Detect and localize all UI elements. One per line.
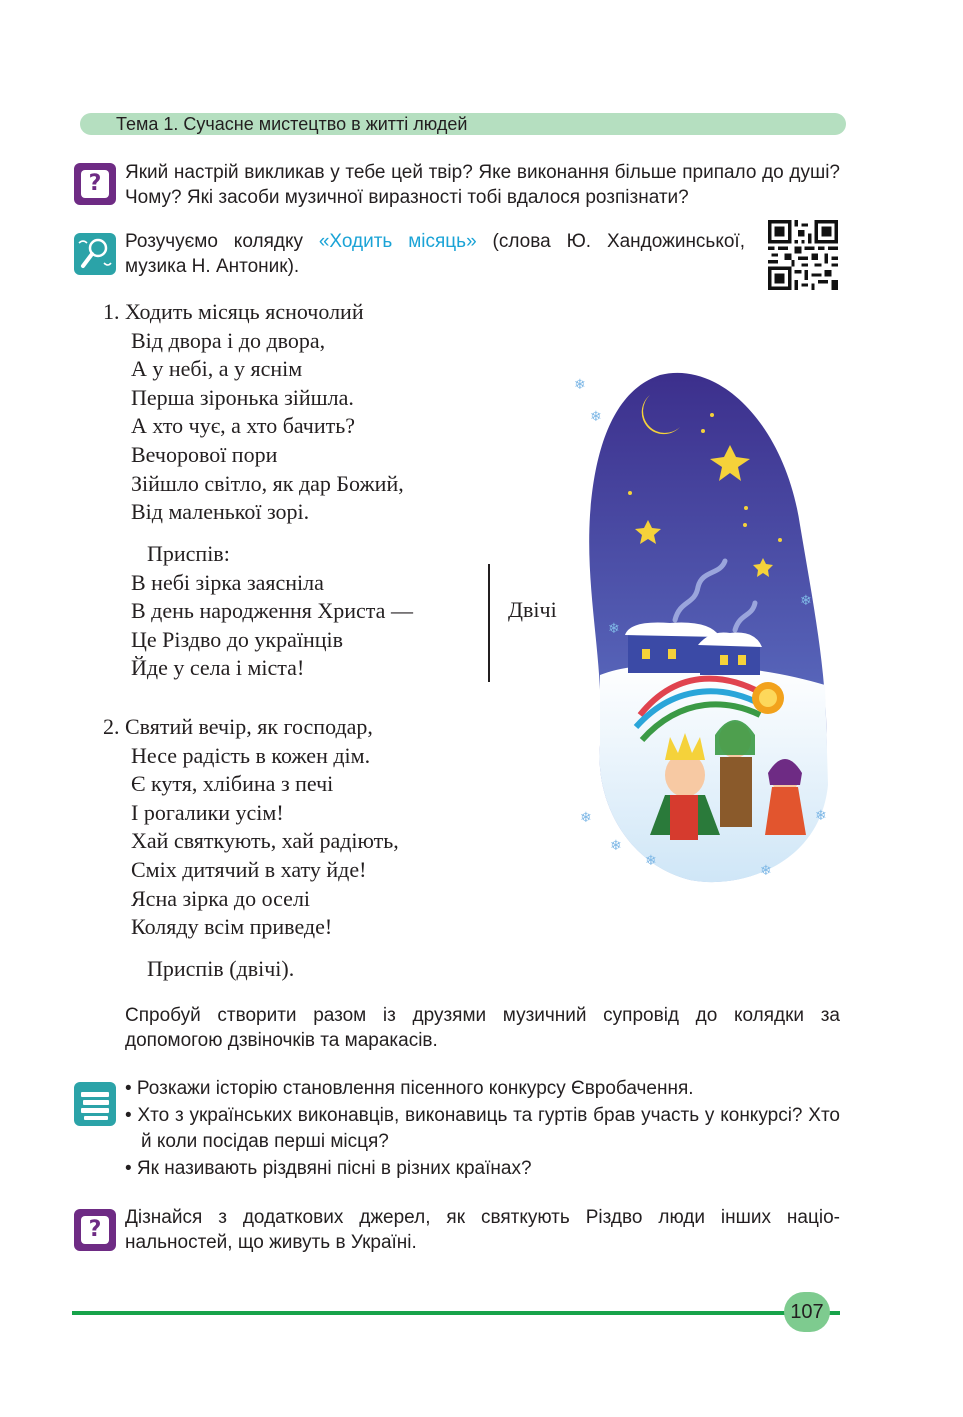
learn-prefix: Розучуємо колядку [125, 231, 319, 252]
poem-verse-1 [103, 298, 404, 527]
microphone-icon [74, 233, 116, 275]
poem-line: Коляду всім приведе! [131, 914, 333, 940]
task-text: Спробуй створити разом із друзями музичний супровід до колядки за допомогою дзвіночків та маракасів. [125, 1005, 840, 1051]
poem-line: Сміх дитячий в хату йде! [131, 856, 367, 882]
poem-line: Від маленької зорі. [131, 499, 310, 525]
poem-line: Вечорової пори [131, 441, 278, 467]
question-mark-icon: ? [74, 163, 116, 205]
question-text: Дізнайся з додаткових джерел, як святкують Різдво люди інших національностей, що живуть в Україні. [125, 1207, 840, 1253]
chorus-twice: Приспів (двічі). [147, 956, 295, 981]
topic-header-bar [80, 113, 846, 135]
svg-text:❄: ❄ [760, 863, 772, 879]
footer-line [72, 1311, 840, 1315]
books-icon [74, 1082, 116, 1126]
poem-line: В день народження Христа — [131, 598, 413, 624]
poem-line: 2. Святий вечір, як господар, [103, 714, 373, 739]
qr-code-icon[interactable] [768, 220, 838, 290]
poem-line: Від двора і до двора, [131, 327, 326, 353]
svg-text:❄: ❄ [610, 838, 622, 854]
poem-line: Це Різдво до українців [131, 626, 344, 652]
topic-title: Тема 1. Сучасне мистецтво в житті людей [116, 114, 468, 134]
svg-text:❄: ❄ [574, 377, 586, 393]
poem-line: Несе радість в кожен дім. [131, 742, 371, 768]
poem-line: Йде у села і міста! [131, 655, 305, 681]
list-item: • Як називають різдвяні пісні в різних країнах? [125, 1157, 532, 1179]
svg-text:❄: ❄ [590, 409, 602, 425]
svg-text:❄: ❄ [645, 853, 657, 869]
song-link[interactable]: «Ходить місяць» [318, 231, 477, 252]
twice-label: Двічі [508, 597, 557, 622]
question-mark-icon: ? [74, 1209, 116, 1251]
svg-text:❄: ❄ [608, 621, 620, 637]
poem-chorus [131, 540, 413, 683]
poem-verse-2 [103, 713, 399, 942]
poem-line: Зійшло світло, як дар Божий, [131, 470, 404, 496]
discussion-list [125, 1076, 840, 1182]
poem-line: В небі зірка заясніла [131, 569, 324, 595]
poem-line: Ясна зірка до оселі [131, 885, 311, 911]
poem-line: А хто чує, а хто бачить? [131, 413, 356, 439]
poem-line: 1. Ходить місяць ясночолий [103, 299, 364, 324]
poem-line: І рогалики усім! [131, 799, 284, 825]
svg-text:❄: ❄ [815, 808, 827, 824]
poem-line: Є кутя, хлібина з печі [131, 771, 334, 797]
repeat-bracket [488, 564, 490, 682]
learn-song-text [125, 229, 745, 279]
christmas-carolers-illustration [570, 365, 840, 895]
list-item: • Хто з українських виконавців, виконавиць та гуртів брав участь у конкурсі? Хто й коли посідав перші місця? [125, 1104, 840, 1152]
list-item: • Розкажи історію становлення пісенного конкурсу Євробачення. [125, 1078, 694, 1099]
poem-line: А у небі, а у яснім [131, 356, 303, 382]
svg-text:❄: ❄ [580, 810, 592, 826]
learn-suffix: (слова Ю. Хандожинської, музика Н. Антоник). [125, 231, 745, 277]
poem-line: Хай святкують, хай радіють, [131, 828, 399, 854]
poem-line: Перша зіронька зійшла. [131, 384, 354, 410]
chorus-title: Приспів: [147, 541, 230, 566]
question-text: Який настрій викликав у тебе цей твір? Яке виконання більше припало до душі? Чому? Які засоби музичної виразності тобі вдалося розпізнати? [125, 162, 840, 208]
svg-text:❄: ❄ [800, 593, 812, 609]
page-number: 107 [784, 1292, 830, 1332]
